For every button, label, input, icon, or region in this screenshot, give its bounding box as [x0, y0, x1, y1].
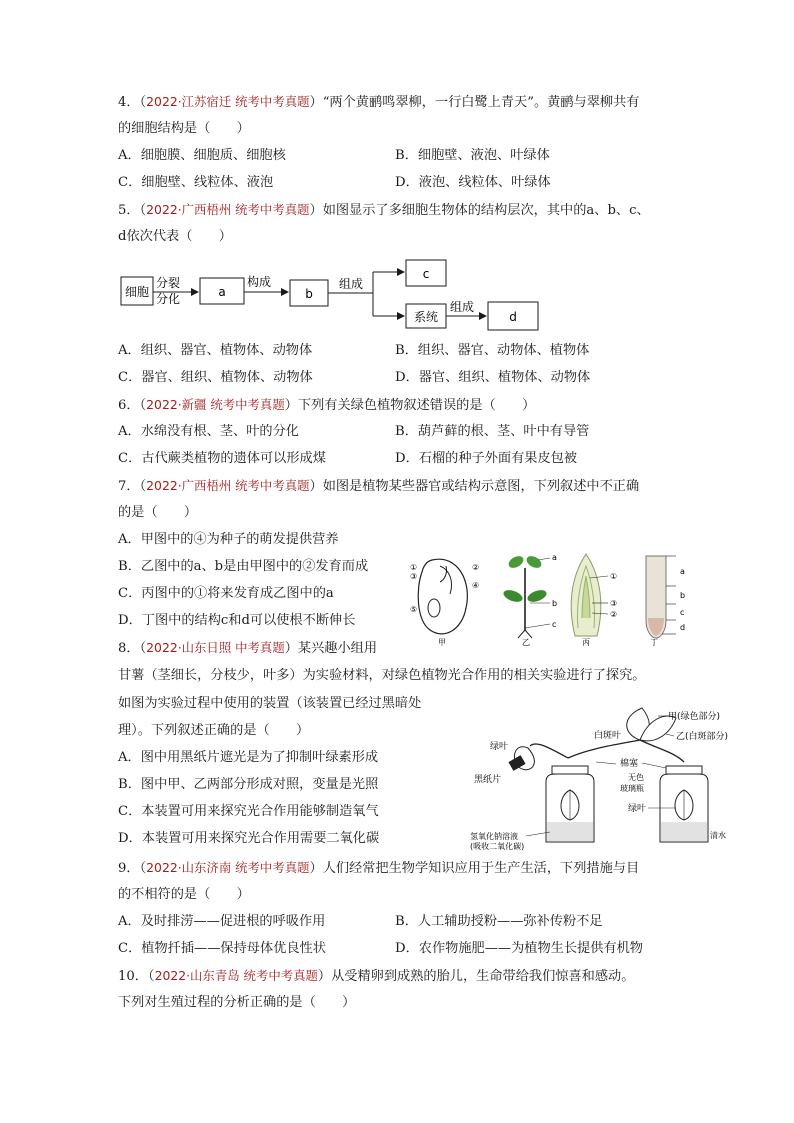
q4-stem-line2: 的细胞结构是（ ）: [118, 121, 250, 136]
q9-number: 9．: [118, 861, 140, 876]
q9-stem-line2: 的不相符的是（ ）: [118, 887, 250, 902]
q7-number: 7．: [118, 479, 140, 494]
bud-drawing: [571, 554, 617, 647]
seedling-drawing: [502, 553, 557, 647]
svg-text:⑤: ⑤: [410, 605, 418, 614]
q5-option-c[interactable]: C．器官、组织、植物体、动物体: [118, 370, 313, 385]
label-jia-green: 甲(绿色部分): [668, 712, 721, 722]
svg-text:c: c: [680, 608, 685, 617]
q8-stem-line2: 甘薯（茎细长，分枝少，叶多）为实验材料，对绿色植物光合作用的相关实验进行了探究。: [118, 668, 646, 683]
label-green-leaf-2: 绿叶: [628, 804, 647, 814]
q9-stem-line1: 9．（2022·山东济南 统考中考真题）人们经常把生物学知识应用于生产生活，下列措施与目: [118, 860, 640, 876]
split-label: 分裂: [156, 276, 181, 290]
svg-text:①: ①: [610, 572, 618, 581]
q8-stem-line1: 8．（2022·山东日照 中考真题）某兴趣小组用: [118, 640, 378, 656]
label-green-leaf: 绿叶: [490, 742, 509, 752]
label-colorless: 无色: [628, 773, 644, 782]
q7-option-c[interactable]: C．丙图中的①将来发育成乙图中的a: [118, 586, 334, 601]
label-jia: 甲: [438, 638, 446, 647]
q7-option-a[interactable]: A．甲图中的④为种子的萌发提供营养: [118, 532, 339, 547]
q8-experiment-figure: [470, 704, 730, 854]
q5-option-a[interactable]: A．组织、器官、植物体、动物体: [118, 343, 313, 358]
q7-option-b[interactable]: B．乙图中的a、b是由甲图中的②发育而成: [118, 559, 369, 574]
constitute-label: 构成: [247, 275, 272, 289]
compose-label-1: 组成: [339, 277, 364, 291]
system-label: 系统: [413, 310, 439, 324]
q8-option-c[interactable]: C．本装置可用来探究光合作用能够制造氧气: [118, 804, 379, 819]
svg-text:①: ①: [410, 563, 418, 572]
svg-text:d: d: [680, 623, 686, 632]
q7-source: 2022·广西梧州 统考中考真题: [146, 478, 310, 493]
q10-source: 2022·山东青岛 统考中考真题: [154, 968, 318, 983]
q4-option-d[interactable]: D．液泡、线粒体、叶绿体: [395, 175, 551, 190]
q5-stem-line1: 5．（2022·广西梧州 统考中考真题）如图显示了多细胞生物体的结构层次，其中的a、b、c、: [118, 202, 650, 218]
root-tip-drawing: [646, 556, 685, 647]
q8-stem-line4: 理）。下列叙述正确的是（ ）: [118, 723, 310, 738]
q6-stem-line1: 6．（2022·新疆 统考中考真题）下列有关绿色植物叙述错误的是（ ）: [118, 397, 536, 413]
q6-option-b[interactable]: B．葫芦藓的根、茎、叶中有导管: [395, 424, 590, 439]
cell-label: 细胞: [124, 285, 150, 299]
label-c: c: [422, 267, 430, 281]
q8-option-a[interactable]: A．图中用黑纸片遮光是为了抑制叶绿素形成: [118, 750, 379, 765]
svg-text:②: ②: [610, 610, 618, 619]
q10-stem-line1: 10．（2022·山东青岛 统考中考真题）从受精卵到成熟的胎儿，生命带给我们惊喜和感动。: [118, 968, 635, 984]
q5-hierarchy-diagram: [118, 256, 548, 336]
label-spot-leaf: 白斑叶: [594, 731, 622, 741]
q10-stem-line2: 下列对生殖过程的分析正确的是（ ）: [118, 995, 356, 1010]
label-cotton: 棉塞: [620, 759, 639, 769]
q5-option-b[interactable]: B．组织、器官、动物体、植物体: [395, 343, 590, 358]
label-black-paper: 黑纸片: [474, 775, 502, 785]
q9-option-a[interactable]: A．及时排涝——促进根的呼吸作用: [118, 914, 326, 929]
svg-text:b: b: [552, 599, 558, 608]
q4-option-b[interactable]: B．细胞壁、液泡、叶绿体: [395, 148, 550, 163]
q9-option-d[interactable]: D．农作物施肥——为植物生长提供有机物: [395, 941, 643, 956]
label-absorb-co2: (吸收二氧化碳): [470, 842, 525, 851]
q5-number: 5．: [118, 203, 140, 218]
svg-text:④: ④: [472, 581, 480, 590]
q8-option-b[interactable]: B．图中甲、乙两部分形成对照，变量是光照: [118, 777, 379, 792]
svg-text:③: ③: [410, 572, 418, 581]
differentiate-label: 分化: [156, 292, 181, 306]
compose-label-2: 组成: [450, 300, 475, 314]
q8-stem-line3: 如图为实验过程中使用的装置（该装置已经过黑暗处: [118, 696, 422, 711]
q6-option-c[interactable]: C．古代蕨类植物的遗体可以形成煤: [118, 451, 326, 466]
svg-text:③: ③: [610, 599, 618, 608]
label-yi: 乙: [522, 638, 530, 647]
q9-option-c[interactable]: C．植物扦插——保持母体优良性状: [118, 941, 326, 956]
svg-text:②: ②: [472, 563, 480, 572]
q4-stem-line1: 4．（2022·江苏宿迁 统考中考真题）“两个黄鹂鸣翠柳，一行白鹭上青天”。黄鹂与翠柳共有: [118, 94, 640, 110]
q4-number: 4．: [118, 95, 140, 110]
svg-text:c: c: [552, 620, 557, 629]
label-a: a: [218, 285, 226, 299]
q7-option-d[interactable]: D．丁图中的结构c和d可以使根不断伸长: [118, 613, 356, 628]
label-b: b: [305, 287, 313, 301]
q9-source: 2022·山东济南 统考中考真题: [146, 860, 310, 875]
q4-option-a[interactable]: A．细胞膜、细胞质、细胞核: [118, 148, 286, 163]
q5-stem-line2: d依次代表（ ）: [118, 229, 232, 244]
q5-option-d[interactable]: D．器官、组织、植物体、动物体: [395, 370, 591, 385]
q7-stem-line2: 的是（ ）: [118, 505, 198, 520]
label-yi-white: 乙(白斑部分): [676, 732, 729, 742]
q10-number: 10．: [118, 969, 148, 984]
q6-source: 2022·新疆 统考中考真题: [146, 397, 285, 412]
svg-text:a: a: [552, 553, 557, 562]
q7-stem-line1: 7．（2022·广西梧州 统考中考真题）如图是植物某些器官或结构示意图，下列叙述中不正确: [118, 478, 640, 494]
q9-option-b[interactable]: B．人工辅助授粉——弥补传粉不足: [395, 914, 603, 929]
label-water: 清水: [710, 831, 726, 840]
label-bing: 丙: [582, 638, 590, 647]
svg-text:b: b: [680, 591, 686, 600]
q6-option-d[interactable]: D．石榴的种子外面有果皮包被: [395, 451, 578, 466]
q6-number: 6．: [118, 398, 140, 413]
q4-source: 2022·江苏宿迁 统考中考真题: [146, 94, 310, 109]
label-ding: 丁: [650, 638, 658, 647]
q8-number: 8．: [118, 641, 140, 656]
svg-text:a: a: [680, 567, 685, 576]
label-glass-bottle: 玻璃瓶: [620, 784, 644, 793]
label-d: d: [509, 310, 517, 324]
q8-source: 2022·山东日照 中考真题: [146, 640, 285, 655]
q4-option-c[interactable]: C．细胞壁、线粒体、液泡: [118, 175, 274, 190]
q8-option-d[interactable]: D．本装置可用来探究光合作用需要二氧化碳: [118, 831, 380, 846]
seed-drawing: [410, 559, 479, 647]
label-naoh: 氢氧化钠溶液: [470, 832, 518, 841]
q5-source: 2022·广西梧州 统考中考真题: [146, 202, 310, 217]
q7-plant-figure: [410, 548, 700, 648]
q6-option-a[interactable]: A．水绵没有根、茎、叶的分化: [118, 424, 299, 439]
